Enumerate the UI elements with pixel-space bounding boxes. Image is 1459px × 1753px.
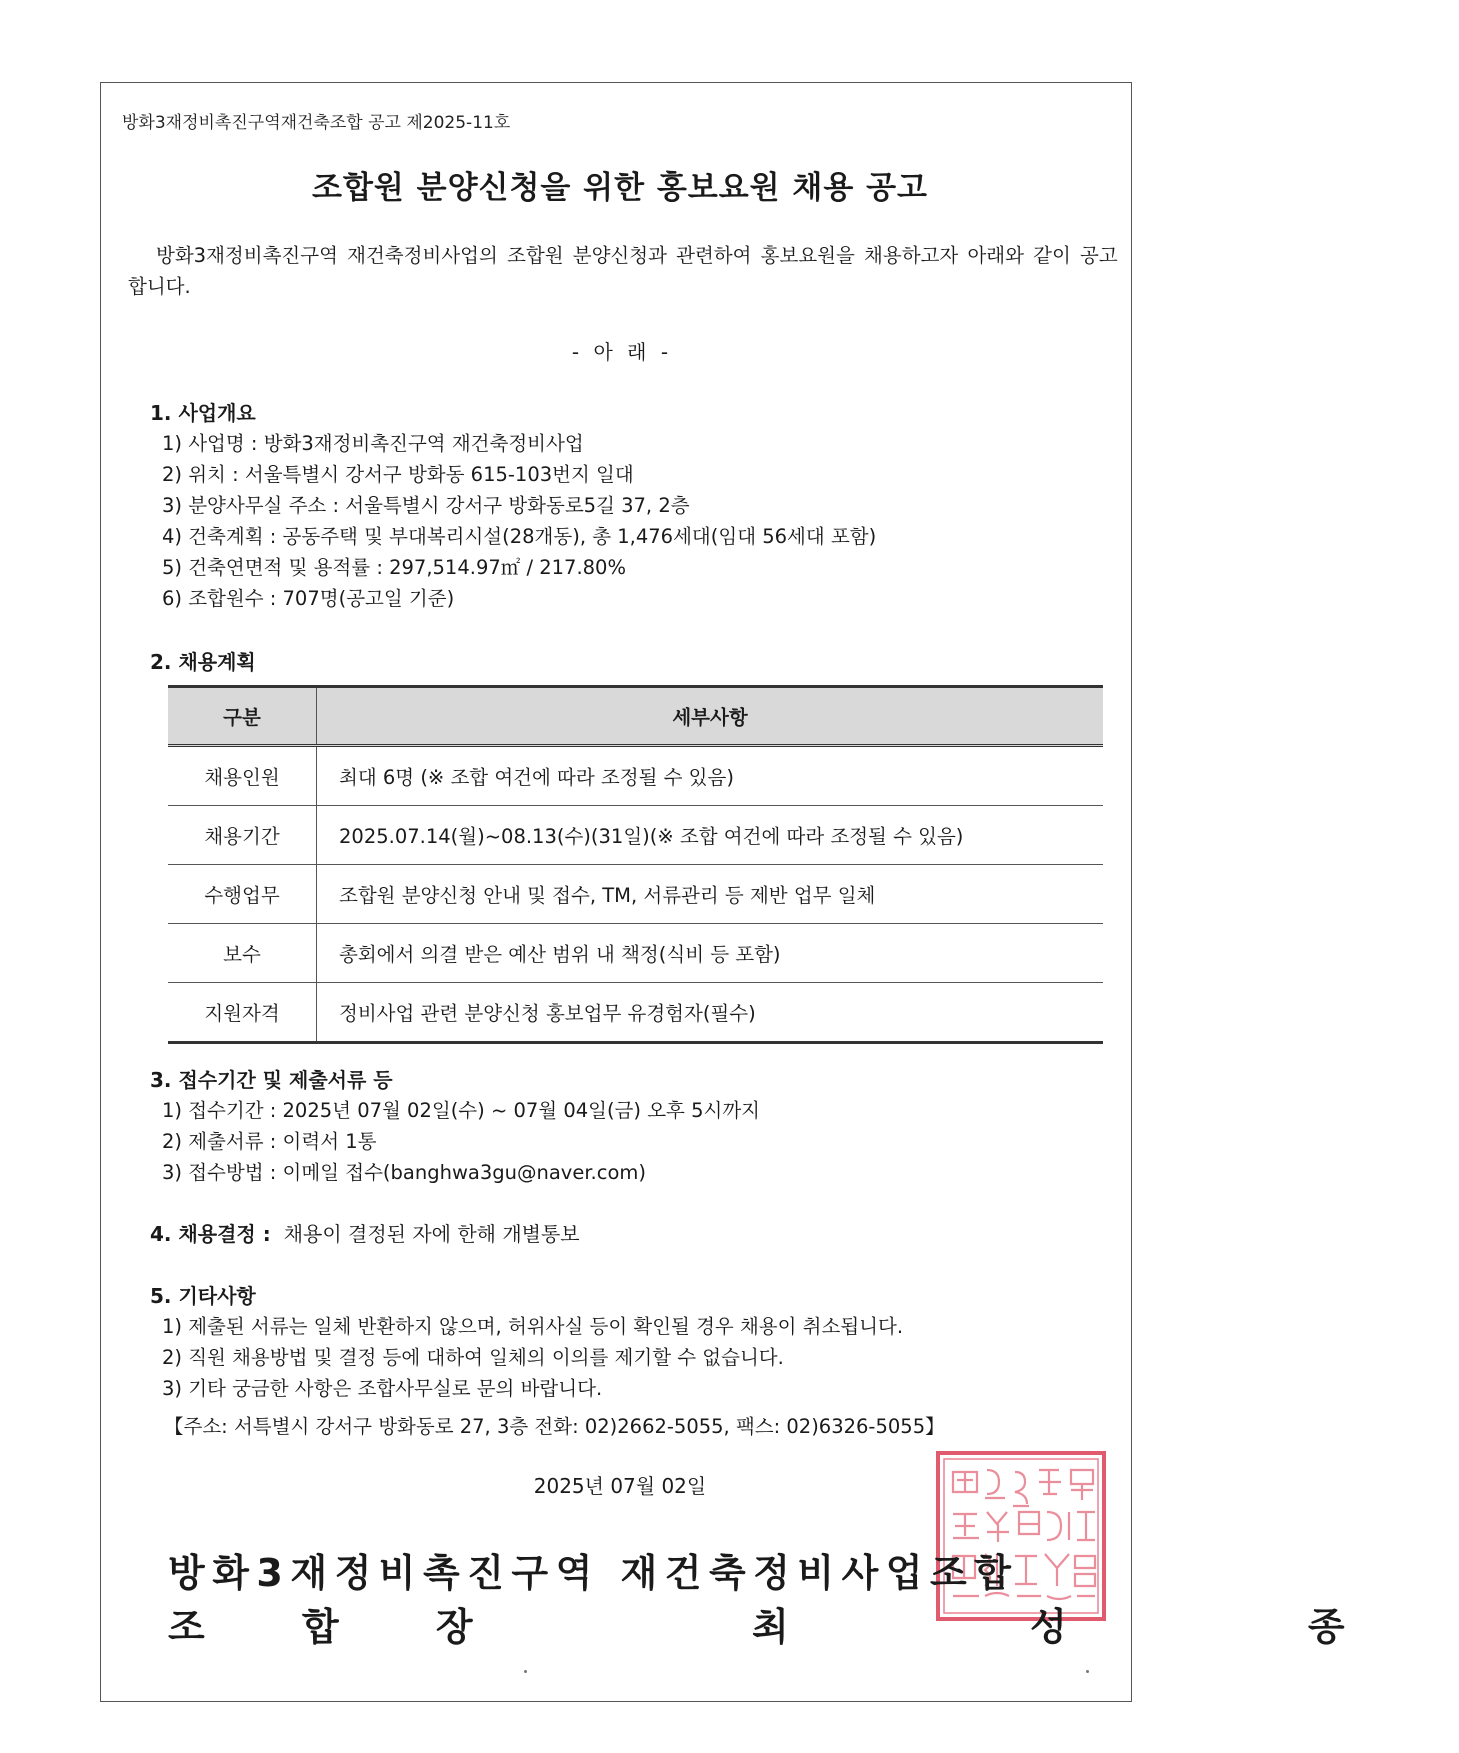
table-row bbox=[168, 806, 1103, 865]
table-cell-category: 채용인원 bbox=[168, 746, 317, 806]
table-row bbox=[168, 865, 1103, 924]
section-1-heading: 1. 사업개요 bbox=[150, 401, 256, 425]
section-4-text: 채용이 결정된 자에 한해 개별통보 bbox=[283, 1222, 580, 1246]
table-header-category: 구분 bbox=[168, 687, 317, 746]
section-1-item: 3) 분양사무실 주소 : 서울특별시 강서구 방화동로5길 37, 2층 bbox=[162, 494, 690, 517]
scan-speck bbox=[1086, 1670, 1089, 1673]
section-5-item: 1) 제출된 서류는 일체 반환하지 않으며, 허위사실 등이 확인될 경우 채용이 취소됩니다. bbox=[162, 1315, 904, 1338]
table-header-row bbox=[168, 687, 1103, 746]
table-cell-details: 조합원 분양신청 안내 및 접수, TM, 서류관리 등 제반 업무 일체 bbox=[317, 865, 1104, 924]
section-3-item: 3) 접수방법 : 이메일 접수(banghwa3gu@naver.com) bbox=[162, 1161, 647, 1184]
table-cell-details: 2025.07.14(월)~08.13(수)(31일)(※ 조합 여건에 따라 조정될 수 있음) bbox=[317, 806, 1104, 865]
table-cell-category: 수행업무 bbox=[168, 865, 317, 924]
signatory-name: 최 성 종 bbox=[752, 1605, 1459, 1649]
section-4-label: 4. 채용결정 : bbox=[150, 1222, 271, 1246]
table-header-details: 세부사항 bbox=[317, 687, 1104, 746]
section-1-item: 2) 위치 : 서울특별시 강서구 방화동 615-103번지 일대 bbox=[162, 463, 634, 486]
section-1-item: 4) 건축계획 : 공동주택 및 부대복리시설(28개동), 총 1,476세대(임대 56세대 포함) bbox=[162, 525, 877, 548]
section-3-heading: 3. 접수기간 및 제출서류 등 bbox=[150, 1068, 393, 1092]
table-cell-details: 총회에서 의결 받은 예산 범위 내 책정(식비 등 포함) bbox=[317, 924, 1104, 983]
section-5-item: 2) 직원 채용방법 및 결정 등에 대하여 일체의 이의를 제기할 수 없습니다. bbox=[162, 1346, 784, 1369]
table-row bbox=[168, 924, 1103, 983]
table-row bbox=[168, 983, 1103, 1043]
section-1-item: 6) 조합원수 : 707명(공고일 기준) bbox=[162, 587, 455, 610]
section-3-item: 2) 제출서류 : 이력서 1통 bbox=[162, 1130, 377, 1153]
intro-paragraph: 방화3재정비촉진구역 재건축정비사업의 조합원 분양신청과 관련하여 홍보요원을 채용하고자 아래와 같이 공고합니다. bbox=[128, 244, 1118, 298]
table-row bbox=[168, 746, 1103, 806]
scan-speck bbox=[524, 1670, 527, 1673]
section-4-heading bbox=[150, 1218, 580, 1247]
section-1-item: 5) 건축연면적 및 용적률 : 297,514.97㎡ / 217.80% bbox=[162, 556, 626, 579]
page-title: 조합원 분양신청을 위한 홍보요원 채용 공고 bbox=[312, 170, 928, 206]
section-3-item: 1) 접수기간 : 2025년 07월 02일(수) ~ 07월 04일(금) 오후 5시까지 bbox=[162, 1099, 761, 1122]
section-2-heading: 2. 채용계획 bbox=[150, 650, 256, 674]
section-5-heading: 5. 기타사항 bbox=[150, 1284, 256, 1308]
table-cell-details: 최대 6명 (※ 조합 여건에 따라 조정될 수 있음) bbox=[317, 746, 1104, 806]
recruitment-plan-table bbox=[168, 685, 1103, 1044]
below-label: - 아 래 - bbox=[571, 340, 669, 364]
section-1-item: 1) 사업명 : 방화3재정비촉진구역 재건축정비사업 bbox=[162, 432, 584, 455]
notice-date: 2025년 07월 02일 bbox=[533, 1474, 707, 1498]
contact-address: 【주소: 서특별시 강서구 방화동로 27, 3층 전화: 02)2662-5055, 팩스: 02)6326-5055】 bbox=[164, 1415, 945, 1438]
table-cell-details: 정비사업 관련 분양신청 홍보업무 유경험자(필수) bbox=[317, 983, 1104, 1043]
table-cell-category: 보수 bbox=[168, 924, 317, 983]
section-5-item: 3) 기타 궁금한 사항은 조합사무실로 문의 바랍니다. bbox=[162, 1377, 603, 1400]
signatory-role: 조 합 장 bbox=[168, 1605, 515, 1649]
table-cell-category: 채용기간 bbox=[168, 806, 317, 865]
table-cell-category: 지원자격 bbox=[168, 983, 317, 1043]
notice-number: 방화3재정비촉진구역재건축조합 공고 제2025-11호 bbox=[122, 113, 511, 133]
union-name: 방화3재정비촉진구역 재건축정비사업조합 bbox=[168, 1551, 1019, 1595]
